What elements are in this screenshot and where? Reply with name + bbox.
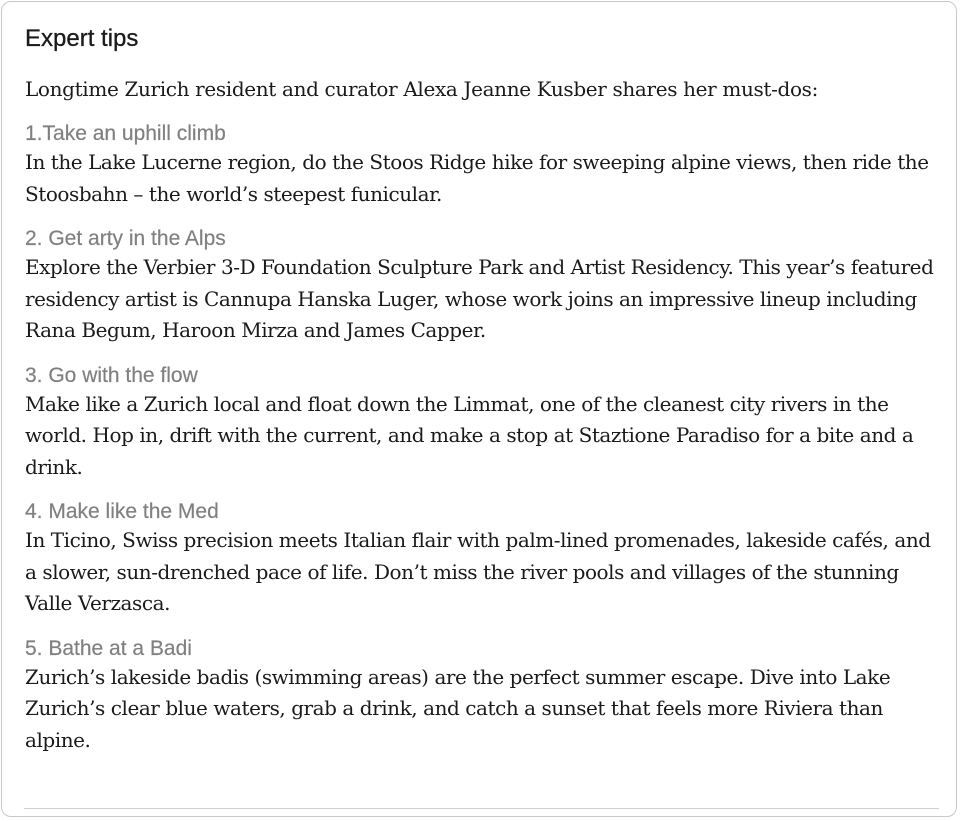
expert-tips-card (1, 1, 957, 817)
tip-body: Make like a Zurich local and float down the Limmat, one of the cleanest city rivers in the world. Hop in, drift with the current, and make a stop at Staztione Paradiso for a bite and a drink. (25, 391, 914, 479)
tip-item (25, 499, 940, 620)
intro-text: Longtime Zurich resident and curator Alexa Jeanne Kusber shares her must-dos: (25, 77, 818, 101)
card-title: Expert tips (25, 25, 139, 52)
tip-heading: 3. Go with the flow (25, 363, 198, 387)
tip-item (25, 121, 940, 210)
bottom-divider (24, 808, 939, 809)
tip-body: Zurich’s lakeside badis (swimming areas) are the perfect summer escape. Dive into Lake Zurich’s clear blue waters, grab a drink, and catch a sunset that feels more Riviera than alpine. (25, 664, 891, 752)
tip-heading: 1.Take an uphill climb (25, 122, 226, 145)
tip-item (25, 636, 940, 757)
tip-item (25, 363, 940, 484)
tip-body: In Ticino, Swiss precision meets Italian flair with palm-lined promenades, lakeside cafés, and a slower, sun-drenched pace of life. Don’t miss the river pools and villages of the stunning Valle Verzasca. (25, 528, 931, 615)
tip-heading: 5. Bathe at a Badi (25, 636, 192, 660)
tip-item (25, 226, 940, 347)
tip-heading: 4. Make like the Med (25, 500, 219, 523)
card-content (25, 22, 940, 756)
tip-body: In the Lake Lucerne region, do the Stoos Ridge hike for sweeping alpine views, then ride the Stoosbahn – the world’s steepest funicular. (25, 150, 929, 206)
tip-body: Explore the Verbier 3-D Foundation Sculpture Park and Artist Residency. This year’s featured residency artist is Cannupa Hanska Luger, whose work joins an impressive lineup including Rana Begum, Haroon Mirza and James Capper. (25, 255, 934, 342)
tip-heading: 2. Get arty in the Alps (25, 227, 226, 250)
